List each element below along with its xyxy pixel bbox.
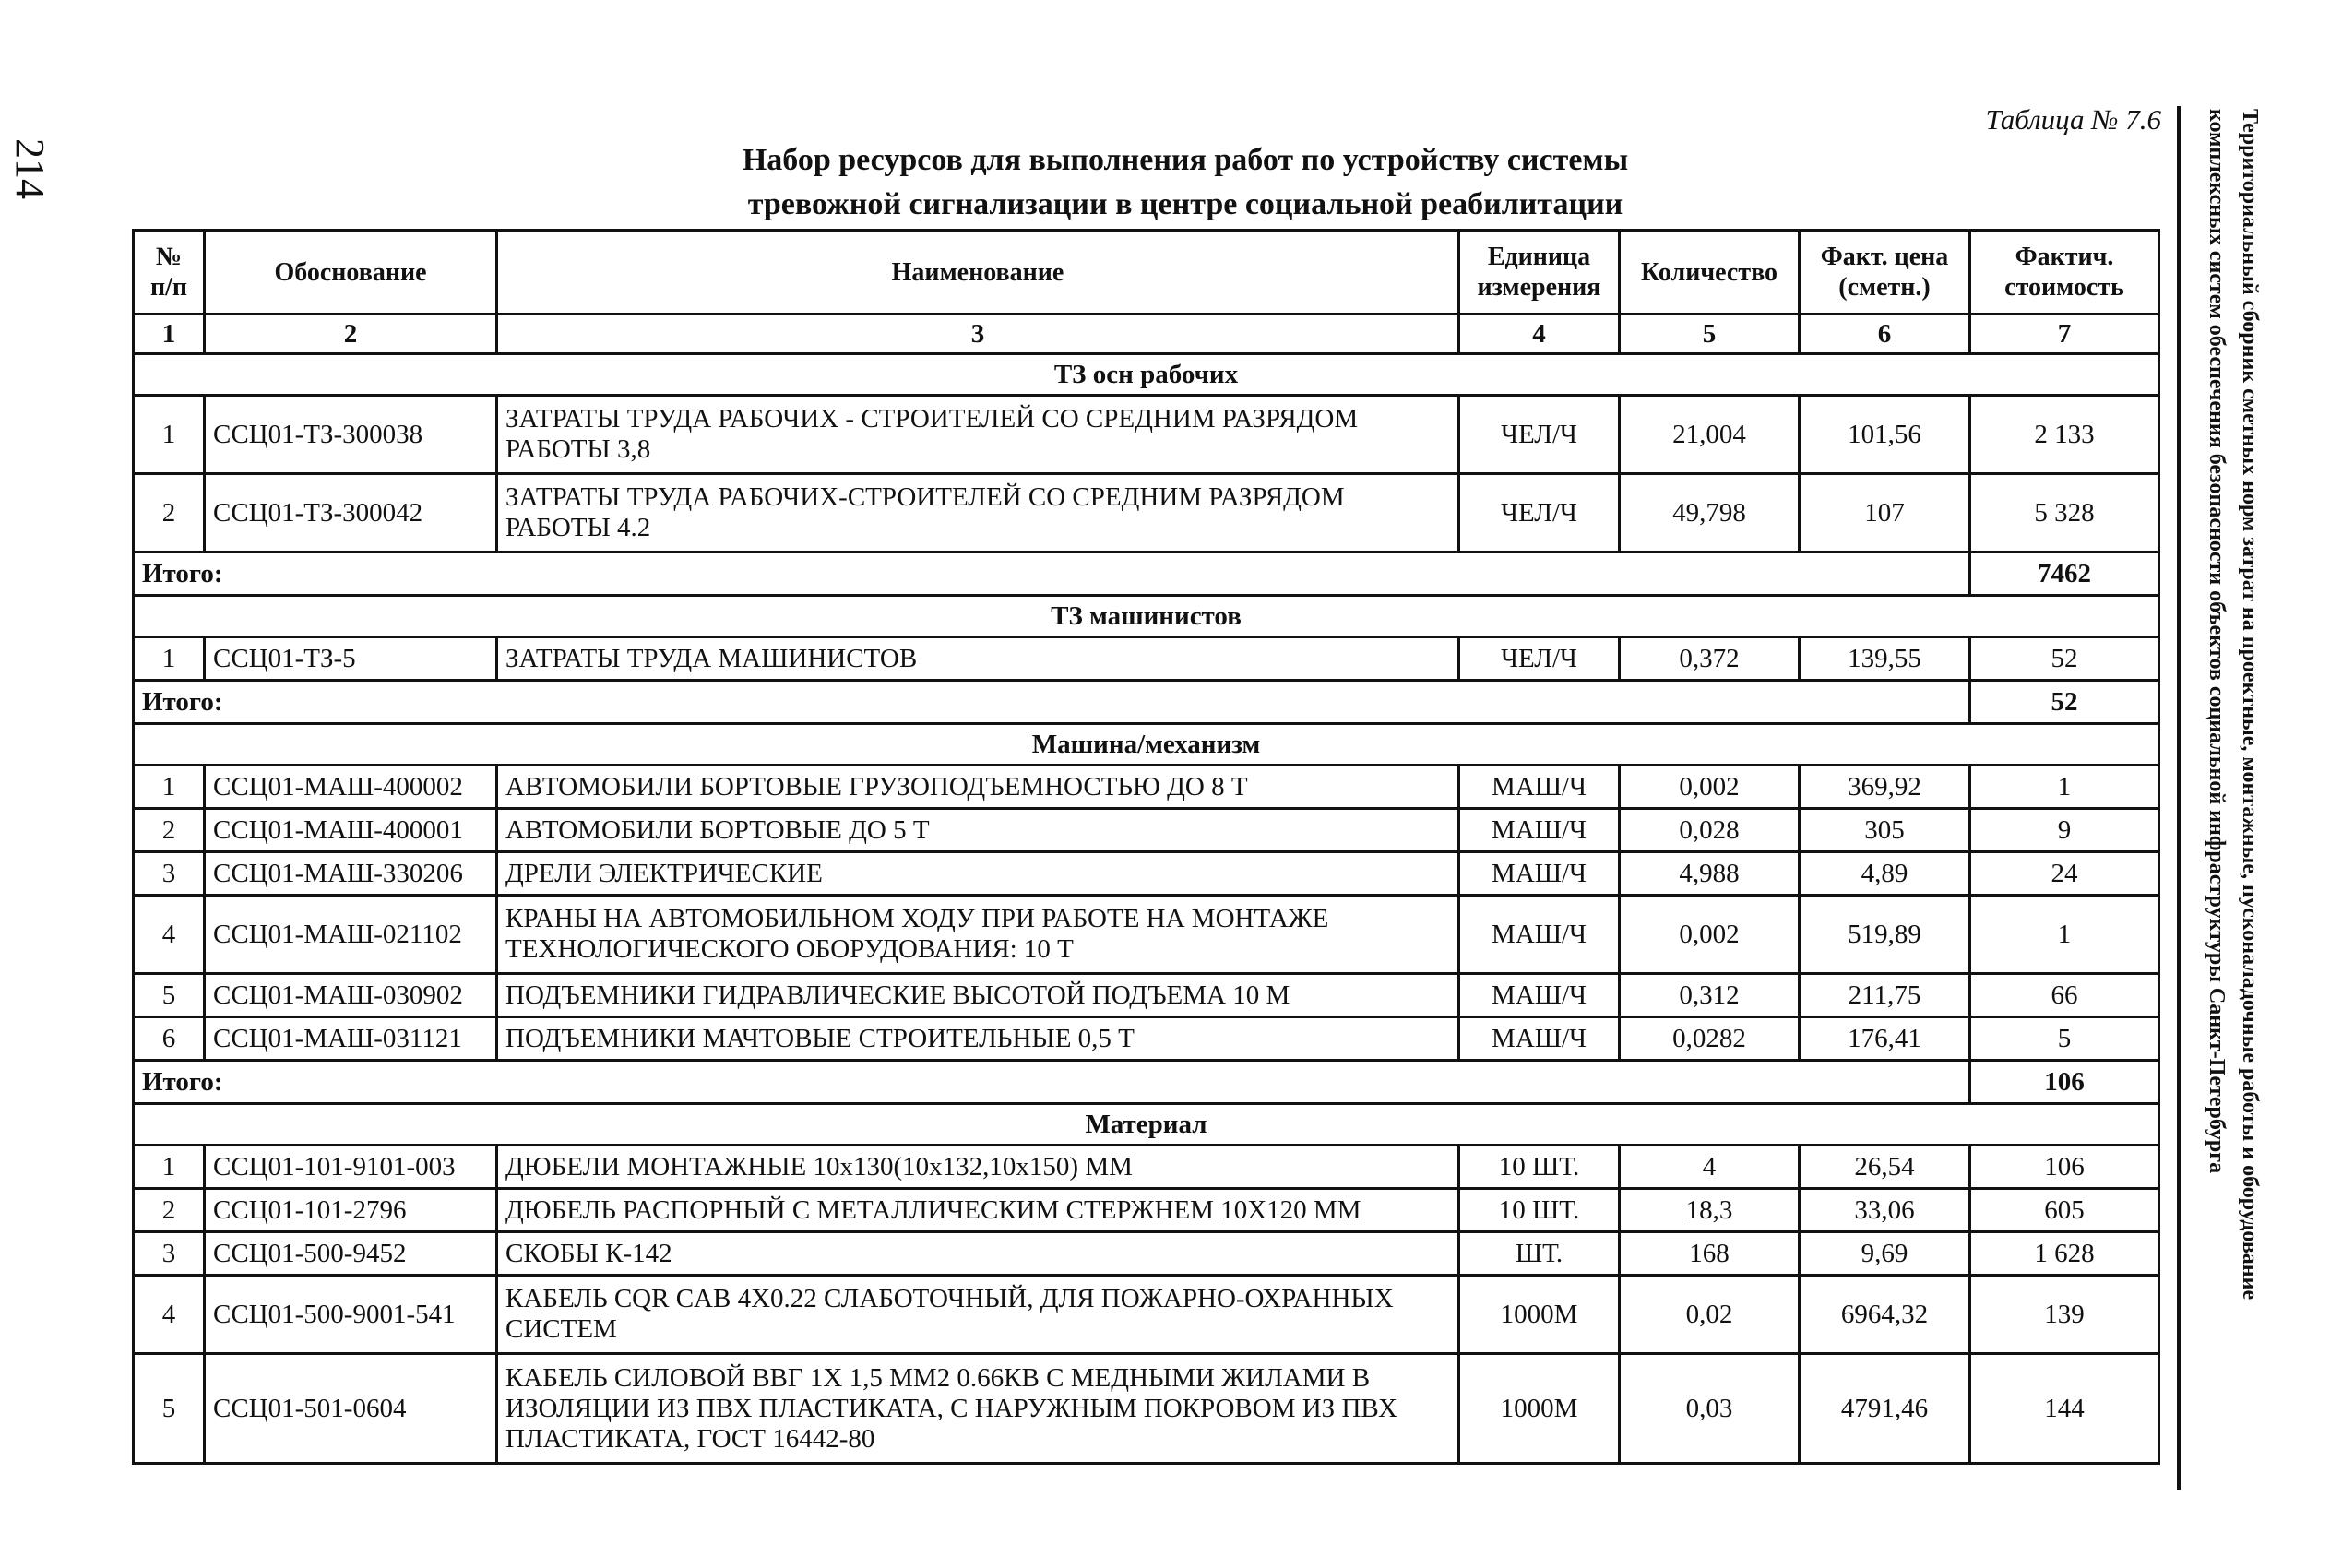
table-row [134,474,2159,552]
section-header-row [134,596,2159,637]
row-number: 6 [134,1017,205,1061]
total-label: Итого: [134,681,1970,724]
total-row [134,552,2159,596]
row-qty: 0,312 [1620,974,1800,1017]
column-number: 1 [134,315,205,354]
row-number: 5 [134,1354,205,1464]
row-qty: 0,0282 [1620,1017,1800,1061]
row-code: ССЦ01-МАШ-021102 [205,896,497,974]
row-unit: МАШ/Ч [1459,809,1620,852]
row-qty: 0,002 [1620,766,1800,809]
row-cost: 1 628 [1970,1232,2159,1276]
table-row [134,852,2159,896]
row-unit: ЧЕЛ/Ч [1459,474,1620,552]
row-number: 1 [134,396,205,474]
table-row [134,1276,2159,1354]
table-row [134,1354,2159,1464]
header-num: № п/п [134,231,205,315]
row-qty: 4 [1620,1146,1800,1189]
row-qty: 0,002 [1620,896,1800,974]
row-qty: 49,798 [1620,474,1800,552]
row-code: ССЦ01-МАШ-400001 [205,809,497,852]
total-label: Итого: [134,1061,1970,1104]
row-qty: 18,3 [1620,1189,1800,1232]
row-price: 26,54 [1800,1146,1970,1189]
row-price: 4,89 [1800,852,1970,896]
row-price: 4791,46 [1800,1354,1970,1464]
row-name: ЗАТРАТЫ ТРУДА РАБОЧИХ-СТРОИТЕЛЕЙ СО СРЕДНИМ РАЗРЯДОМ РАБОТЫ 4.2 [497,474,1459,552]
table-row [134,1232,2159,1276]
header-name: Наименование [497,231,1459,315]
row-cost: 605 [1970,1189,2159,1232]
section-header-row [134,724,2159,766]
row-qty: 0,03 [1620,1354,1800,1464]
column-number: 2 [205,315,497,354]
row-code: ССЦ01-МАШ-330206 [205,852,497,896]
row-code: ССЦ01-ТЗ-300042 [205,474,497,552]
row-code: ССЦ01-МАШ-030902 [205,974,497,1017]
row-number: 4 [134,896,205,974]
row-unit: 10 ШТ. [1459,1189,1620,1232]
row-qty: 168 [1620,1232,1800,1276]
title-line-2: тревожной сигнализации в центре социальной реабилитации [747,187,1623,221]
table-header-row [134,231,2159,315]
row-name: СКОБЫ К-142 [497,1232,1459,1276]
row-cost: 5 [1970,1017,2159,1061]
table-row [134,809,2159,852]
header-cost: Фактич. стоимость [1970,231,2159,315]
row-number: 1 [134,1146,205,1189]
row-number: 3 [134,1232,205,1276]
table-row [134,1189,2159,1232]
row-unit: ЧЕЛ/Ч [1459,396,1620,474]
total-value: 7462 [1970,552,2159,596]
row-number: 2 [134,1189,205,1232]
section-title: ТЗ осн рабочих [134,354,2159,396]
total-label: Итого: [134,552,1970,596]
row-name: АВТОМОБИЛИ БОРТОВЫЕ ДО 5 Т [497,809,1459,852]
row-cost: 52 [1970,637,2159,681]
row-price: 519,89 [1800,896,1970,974]
row-unit: ЧЕЛ/Ч [1459,637,1620,681]
row-cost: 144 [1970,1354,2159,1464]
row-price: 107 [1800,474,1970,552]
row-cost: 5 328 [1970,474,2159,552]
total-value: 52 [1970,681,2159,724]
row-unit: ШТ. [1459,1232,1620,1276]
row-price: 6964,32 [1800,1276,1970,1354]
row-qty: 4,988 [1620,852,1800,896]
section-title: Материал [134,1104,2159,1146]
title-line-1: Набор ресурсов для выполнения работ по устройству системы [742,143,1629,177]
row-price: 305 [1800,809,1970,852]
row-name: ПОДЪЕМНИКИ МАЧТОВЫЕ СТРОИТЕЛЬНЫЕ 0,5 Т [497,1017,1459,1061]
row-price: 211,75 [1800,974,1970,1017]
row-unit: МАШ/Ч [1459,974,1620,1017]
total-row [134,1061,2159,1104]
side-running-title [2200,109,2266,1474]
row-code: ССЦ01-101-2796 [205,1189,497,1232]
row-cost: 1 [1970,766,2159,809]
row-unit: 10 ШТ. [1459,1146,1620,1189]
column-number: 6 [1800,315,1970,354]
page-title [636,138,1734,227]
row-price: 176,41 [1800,1017,1970,1061]
resources-table [132,229,2160,1465]
row-name: ЗАТРАТЫ ТРУДА МАШИНИСТОВ [497,637,1459,681]
row-unit: 1000М [1459,1354,1620,1464]
header-unit: Единица измерения [1459,231,1620,315]
row-name: ЗАТРАТЫ ТРУДА РАБОЧИХ - СТРОИТЕЛЕЙ СО СРЕДНИМ РАЗРЯДОМ РАБОТЫ 3,8 [497,396,1459,474]
row-name: АВТОМОБИЛИ БОРТОВЫЕ ГРУЗОПОДЪЕМНОСТЬЮ ДО 8 Т [497,766,1459,809]
row-cost: 2 133 [1970,396,2159,474]
table-row [134,396,2159,474]
row-unit: МАШ/Ч [1459,852,1620,896]
row-price: 139,55 [1800,637,1970,681]
row-name: ДЮБЕЛЬ РАСПОРНЫЙ С МЕТАЛЛИЧЕСКИМ СТЕРЖНЕМ 10Х120 ММ [497,1189,1459,1232]
row-name: КРАНЫ НА АВТОМОБИЛЬНОМ ХОДУ ПРИ РАБОТЕ НА МОНТАЖЕ ТЕХНОЛОГИЧЕСКОГО ОБОРУДОВАНИЯ: 10 Т [497,896,1459,974]
row-cost: 139 [1970,1276,2159,1354]
row-cost: 106 [1970,1146,2159,1189]
row-cost: 1 [1970,896,2159,974]
row-code: ССЦ01-МАШ-031121 [205,1017,497,1061]
row-number: 2 [134,809,205,852]
row-qty: 0,372 [1620,637,1800,681]
table-row [134,1146,2159,1189]
row-unit: 1000М [1459,1276,1620,1354]
page-number: 214 [7,138,53,199]
row-number: 5 [134,974,205,1017]
column-number: 3 [497,315,1459,354]
table-row [134,1017,2159,1061]
side-divider [2177,106,2181,1490]
row-price: 369,92 [1800,766,1970,809]
row-qty: 21,004 [1620,396,1800,474]
row-code: ССЦ01-500-9001-541 [205,1276,497,1354]
row-code: ССЦ01-501-0604 [205,1354,497,1464]
row-code: ССЦ01-101-9101-003 [205,1146,497,1189]
column-number: 7 [1970,315,2159,354]
row-number: 1 [134,637,205,681]
total-value: 106 [1970,1061,2159,1104]
section-header-row [134,1104,2159,1146]
row-code: ССЦ01-500-9452 [205,1232,497,1276]
row-unit: МАШ/Ч [1459,896,1620,974]
table-row [134,766,2159,809]
row-cost: 24 [1970,852,2159,896]
row-price: 101,56 [1800,396,1970,474]
table-label: Таблица № 7.6 [1985,103,2161,136]
row-code: ССЦ01-ТЗ-300038 [205,396,497,474]
table-row [134,896,2159,974]
table-row [134,637,2159,681]
row-cost: 66 [1970,974,2159,1017]
row-cost: 9 [1970,809,2159,852]
row-price: 9,69 [1800,1232,1970,1276]
header-price: Факт. цена (сметн.) [1800,231,1970,315]
total-row [134,681,2159,724]
row-number: 1 [134,766,205,809]
row-unit: МАШ/Ч [1459,766,1620,809]
section-title: ТЗ машинистов [134,596,2159,637]
row-name: ДЮБЕЛИ МОНТАЖНЫЕ 10х130(10х132,10х150) ММ [497,1146,1459,1189]
column-number: 5 [1620,315,1800,354]
section-header-row [134,354,2159,396]
row-code: ССЦ01-ТЗ-5 [205,637,497,681]
row-number: 2 [134,474,205,552]
row-name: КАБЕЛЬ CQR CAB 4X0.22 СЛАБОТОЧНЫЙ, ДЛЯ ПОЖАРНО-ОХРАННЫХ СИСТЕМ [497,1276,1459,1354]
row-qty: 0,02 [1620,1276,1800,1354]
column-number: 4 [1459,315,1620,354]
header-basis: Обоснование [205,231,497,315]
side-title-line-2: комплексных систем обеспечения безопасности объектов социальной инфраструктуры Санкт-Петербурга [2205,109,2229,1174]
section-title: Машина/механизм [134,724,2159,766]
row-name: ПОДЪЕМНИКИ ГИДРАВЛИЧЕСКИЕ ВЫСОТОЙ ПОДЪЕМА 10 М [497,974,1459,1017]
row-number: 3 [134,852,205,896]
row-price: 33,06 [1800,1189,1970,1232]
row-qty: 0,028 [1620,809,1800,852]
side-title-line-1: Территориальный сборник сметных норм затрат на проектные, монтажные, пусконаладочные работы и оборудование [2238,109,2262,1301]
row-number: 4 [134,1276,205,1354]
row-name: КАБЕЛЬ СИЛОВОЙ ВВГ 1Х 1,5 ММ2 0.66КВ С МЕДНЫМИ ЖИЛАМИ В ИЗОЛЯЦИИ ИЗ ПВХ ПЛАСТИКАТА, С НАРУЖНЫМ ПОКРОВОМ ИЗ ПВХ ПЛАСТИКАТА, ГОСТ 16442-80 [497,1354,1459,1464]
table-row [134,974,2159,1017]
header-qty: Количество [1620,231,1800,315]
row-code: ССЦ01-МАШ-400002 [205,766,497,809]
row-name: ДРЕЛИ ЭЛЕКТРИЧЕСКИЕ [497,852,1459,896]
row-unit: МАШ/Ч [1459,1017,1620,1061]
column-number-row [134,315,2159,354]
